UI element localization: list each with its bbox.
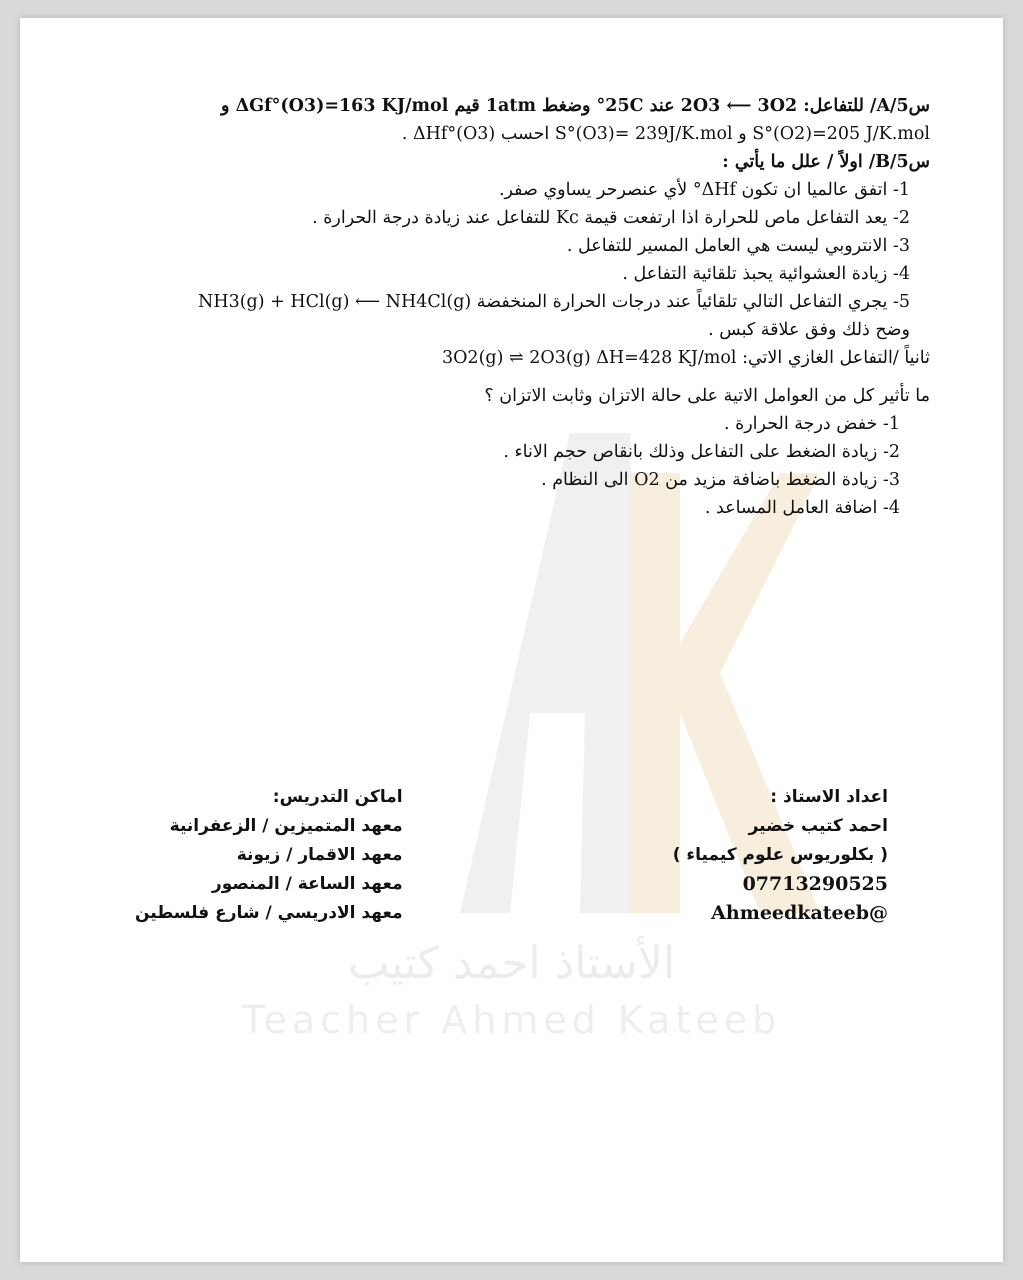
factor-item-4: 4- اضافة العامل المساعد . — [704, 498, 900, 518]
place-item: معهد الساعة / المنصور — [211, 874, 403, 894]
second-part-question: ما تأثير كل من العوامل الاتية على حالة الاتزان وثابت الاتزان ؟ — [484, 386, 930, 406]
teacher-handle: @Ahmeedkateeb — [711, 902, 888, 924]
reason-item-5-continuation: وضح ذلك وفق علاقة كبس . — [708, 320, 910, 340]
teacher-info — [673, 783, 888, 928]
places-label: اماكن التدريس: — [272, 787, 403, 807]
document-body — [90, 92, 930, 522]
teacher-phone: 07713290525 — [742, 873, 888, 895]
watermark-arabic: الأستاذ احمد كتيب — [347, 938, 676, 989]
document-page — [20, 18, 1003, 1262]
question-a-line1: س5/A/ للتفاعل: 2O3 ⟵ 3O2 عند 25C° وضغط 1atm قيم ΔGf°(O3)=163 KJ/mol و — [221, 96, 930, 116]
factor-item-1: 1- خفض درجة الحرارة . — [723, 414, 900, 434]
reason-item-3: 3- الانتروبي ليست هي العامل المسير للتفاعل . — [566, 236, 910, 256]
reason-item-5: 5- يجري التفاعل التالي تلقائياً عند درجات الحرارة المنخفضة NH3(g) + HCl(g) ⟵ NH4Cl(g) — [198, 292, 910, 312]
question-a-line2: S°(O2)=205 J/K.mol و S°(O3)= 239J/K.mol احسب ΔHf°(O3) . — [401, 124, 930, 144]
factor-item-2: 2- زيادة الضغط على التفاعل وذلك بانقاص حجم الاناء . — [503, 442, 900, 462]
prepared-label: اعداد الاستاذ : — [770, 787, 888, 807]
place-item: معهد المتميزين / الزعفرانية — [169, 816, 403, 836]
place-item: معهد الاقمار / زيونة — [236, 845, 403, 865]
watermark-english: Teacher Ahmed Kateeb — [241, 998, 782, 1042]
teacher-degree: ( بكلوريوس علوم كيمياء ) — [672, 845, 888, 865]
reason-item-1: 1- اتفق عالميا ان تكون ΔHf° لأي عنصرحر يساوي صفر. — [498, 180, 910, 200]
factor-item-3: 3- زيادة الضغط باضافة مزيد من O2 الى النظام . — [541, 470, 900, 490]
reason-item-2: 2- يعد التفاعل ماص للحرارة اذا ارتفعت قيمة Kc للتفاعل عند زيادة درجة الحرارة . — [312, 208, 910, 228]
teaching-places — [135, 783, 403, 928]
second-part-intro: ثانياً /التفاعل الغازي الاتي: 3O2(g) ⇌ 2O3(g) ΔH=428 KJ/mol — [441, 348, 930, 368]
place-item: معهد الادريسي / شارع فلسطين — [135, 903, 403, 923]
reason-item-4: 4- زيادة العشوائية يحبذ تلقائية التفاعل . — [622, 264, 910, 284]
question-b-intro: س5/B/ اولاً / علل ما يأتي : — [722, 152, 930, 172]
teacher-name: احمد كتيب خضير — [748, 816, 888, 836]
